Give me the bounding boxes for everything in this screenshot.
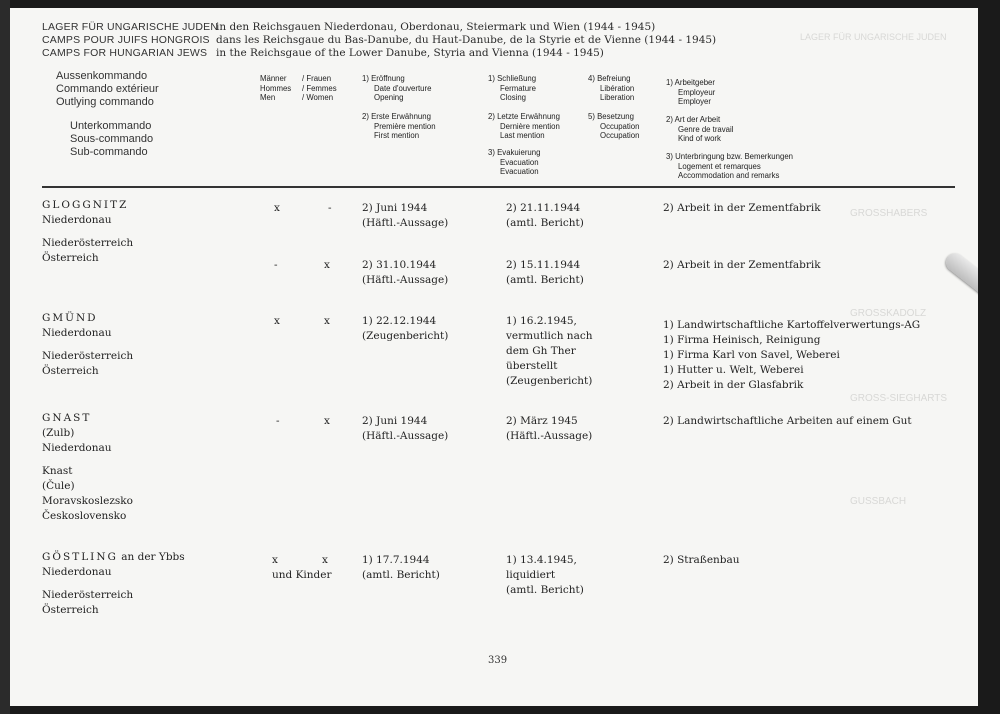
title-de: LAGER FÜR UNGARISCHE JUDEN — [42, 21, 219, 33]
place-name: GNAST — [42, 412, 92, 424]
legend-text: Liberation — [600, 93, 635, 102]
place-region: Niederösterreich — [42, 589, 134, 601]
show-through-text: GROSSHABERS — [850, 208, 928, 219]
legend-opening — [362, 74, 431, 103]
subtitle-block — [216, 21, 716, 60]
place-country: Österreich — [42, 252, 99, 264]
show-through-text: LAGER FÜR UNGARISCHE JUDEN — [800, 32, 947, 42]
place-region: Niederösterreich — [42, 237, 134, 249]
legend-text: Libération — [600, 83, 635, 93]
legend-accommodation — [666, 152, 793, 181]
place-name: GÖSTLING — [42, 551, 118, 563]
legend-text: Evacuation — [500, 167, 539, 176]
place-region: Niederösterreich — [42, 350, 134, 362]
place-country: Československo — [42, 510, 127, 522]
legend-text: 3) Evakuierung — [488, 148, 541, 157]
place-country: Österreich — [42, 604, 99, 616]
place-name: GMÜND — [42, 312, 98, 324]
legend-text: Genre de travail — [678, 124, 734, 134]
legend-text: Männer — [260, 74, 287, 83]
legend-gender-women — [302, 74, 337, 103]
pointer-stylus — [942, 250, 978, 338]
legend-last-mention — [488, 112, 560, 141]
first-mention-cell: 2) Juni 1944 (Häftl.-Aussage) — [362, 415, 449, 442]
work-cell: 2) Landwirtschaftliche Arbeiten auf einem Gut — [663, 415, 912, 427]
first-mention-cell: 1) 17.7.1944 (amtl. Bericht) — [362, 554, 440, 581]
place-region: (Čule) — [42, 480, 75, 492]
title-block — [42, 21, 218, 60]
title-en: CAMPS FOR HUNGARIAN JEWS — [42, 47, 208, 59]
legend-text: Employeur — [678, 87, 716, 97]
legend-liberation — [588, 74, 634, 103]
unterkommando-label — [70, 120, 153, 159]
men-mark: x — [272, 554, 278, 566]
legend-gender-men — [260, 74, 291, 103]
legend-text: First mention — [374, 131, 420, 140]
show-through-text: GUSSBACH — [850, 496, 907, 507]
work-cell: 2) Straßenbau — [663, 554, 740, 566]
women-mark: x — [324, 415, 330, 427]
legend-text: Occupation — [600, 131, 640, 140]
legend-text: Première mention — [374, 121, 436, 131]
legend-text: Logement et remarques — [678, 161, 761, 171]
legend-text: Closing — [500, 93, 527, 102]
aussenkommando-label — [56, 70, 159, 109]
last-mention-cell: 1) 16.2.1945, vermutlich nach dem Gh Ther überstellt (Zeugenbericht) — [506, 315, 593, 387]
work-cell: 2) Arbeit in der Zementfabrik — [663, 259, 821, 271]
unter-en: Sub-commando — [70, 146, 148, 158]
place-suffix: an der Ybbs — [121, 551, 185, 563]
legend-text: Date d'ouverture — [374, 83, 432, 93]
place-sub: Niederdonau — [42, 214, 112, 226]
legend-text: 1) Eröffnung — [362, 74, 405, 83]
first-mention-cell: 1) 22.12.1944 (Zeugenbericht) — [362, 315, 449, 342]
place-sub: Niederdonau — [42, 566, 112, 578]
place-country: Österreich — [42, 365, 99, 377]
subtitle-fr: dans les Reichsgaue du Bas-Danube, du Haut-Danube, de la Styrie et de Vienne (1944 - 1945) — [216, 34, 717, 46]
legend-text: 2) Letzte Erwähnung — [488, 112, 560, 121]
aussen-en: Outlying commando — [56, 96, 154, 108]
unter-fr: Sous-commando — [70, 133, 154, 145]
title-fr: CAMPS POUR JUIFS HONGROIS — [42, 34, 210, 46]
page-number: 339 — [488, 655, 508, 666]
legend-text: / Frauen — [302, 74, 332, 83]
first-mention-cell: 2) 31.10.1944 (Häftl.-Aussage) — [362, 259, 449, 286]
legend-text: Evacuation — [500, 157, 539, 167]
unter-de: Unterkommando — [70, 120, 152, 132]
last-mention-cell: 2) 15.11.1944 (amtl. Bericht) — [506, 259, 584, 286]
men-mark: x — [274, 315, 280, 327]
document-page — [10, 8, 978, 706]
legend-text: Fermature — [500, 83, 536, 93]
legend-text: / Femmes — [302, 83, 337, 93]
legend-text: 1) Arbeitgeber — [666, 78, 715, 87]
legend-text: Kind of work — [678, 134, 721, 143]
entry-place — [42, 311, 133, 379]
place-name: GLOGGNITZ — [42, 199, 129, 211]
show-through-text: GROSSKADOLZ — [850, 308, 927, 319]
women-mark: x — [322, 554, 328, 566]
legend-text: 4) Befreiung — [588, 74, 631, 83]
entry-place — [42, 411, 133, 524]
legend-text: 3) Unterbringung bzw. Bemerkungen — [666, 152, 793, 161]
last-mention-cell: 1) 13.4.1945, liquidiert (amtl. Bericht) — [506, 554, 584, 596]
header-divider — [42, 186, 955, 188]
place-sub: Niederdonau — [42, 442, 112, 454]
last-mention-cell: 2) März 1945 (Häftl.-Aussage) — [506, 415, 593, 442]
men-mark: - — [274, 259, 278, 271]
book-binding — [0, 0, 10, 714]
subtitle-en: in the Reichsgaue of the Lower Danube, Styria and Vienna (1944 - 1945) — [216, 47, 604, 59]
legend-text: Men — [260, 93, 276, 102]
subtitle-de: in den Reichsgauen Niederdonau, Oberdonau, Steiermark und Wien (1944 - 1945) — [216, 21, 656, 33]
aussen-de: Aussenkommando — [56, 70, 148, 82]
men-mark: x — [274, 202, 280, 214]
place-sub: (Zulb) — [42, 427, 75, 439]
work-cell: 2) Arbeit in der Zementfabrik — [663, 202, 821, 214]
legend-text: Dernière mention — [500, 121, 560, 131]
last-mention-cell: 2) 21.11.1944 (amtl. Bericht) — [506, 202, 584, 229]
place-sub: Niederdonau — [42, 327, 112, 339]
women-mark: x — [324, 315, 330, 327]
legend-work — [666, 115, 733, 144]
legend-text: Occupation — [600, 121, 640, 131]
legend-text: Employer — [678, 97, 711, 106]
women-mark: - — [328, 202, 332, 214]
legend-text: / Women — [302, 93, 334, 102]
legend-text: Hommes — [260, 83, 292, 93]
legend-closing — [488, 74, 536, 103]
legend-first-mention — [362, 112, 436, 141]
aussen-fr: Commando extérieur — [56, 83, 159, 95]
legend-text: Opening — [374, 93, 404, 102]
legend-occupation — [588, 112, 639, 141]
legend-text: 2) Art der Arbeit — [666, 115, 721, 124]
first-mention-cell: 2) Juni 1944 (Häftl.-Aussage) — [362, 202, 449, 229]
women-mark: x — [324, 259, 330, 271]
place-region: Knast — [42, 465, 73, 477]
legend-evacuation — [488, 148, 540, 177]
work-cell: 1) Landwirtschaftliche Kartoffelverwertungs-AG 1) Firma Heinisch, Reinigung 1) Firma Karl von Savel, Weberei 1) Hutter u. Welt, Weberei 2) Arbeit in der Glasfabrik — [663, 319, 921, 391]
place-region: Moravskoslezsko — [42, 495, 133, 507]
legend-text: 2) Erste Erwähnung — [362, 112, 431, 121]
legend-text: Accommodation and remarks — [678, 171, 780, 180]
children-note: und Kinder — [272, 569, 332, 581]
legend-employer — [666, 78, 715, 107]
show-through-text: GROSS-SIEGHARTS — [850, 393, 948, 404]
legend-text: 1) Schließung — [488, 74, 537, 83]
legend-text: 5) Besetzung — [588, 112, 634, 121]
legend-text: Last mention — [500, 131, 545, 140]
entry-place — [42, 198, 133, 266]
entry-place — [42, 550, 185, 618]
men-mark: - — [276, 415, 280, 427]
